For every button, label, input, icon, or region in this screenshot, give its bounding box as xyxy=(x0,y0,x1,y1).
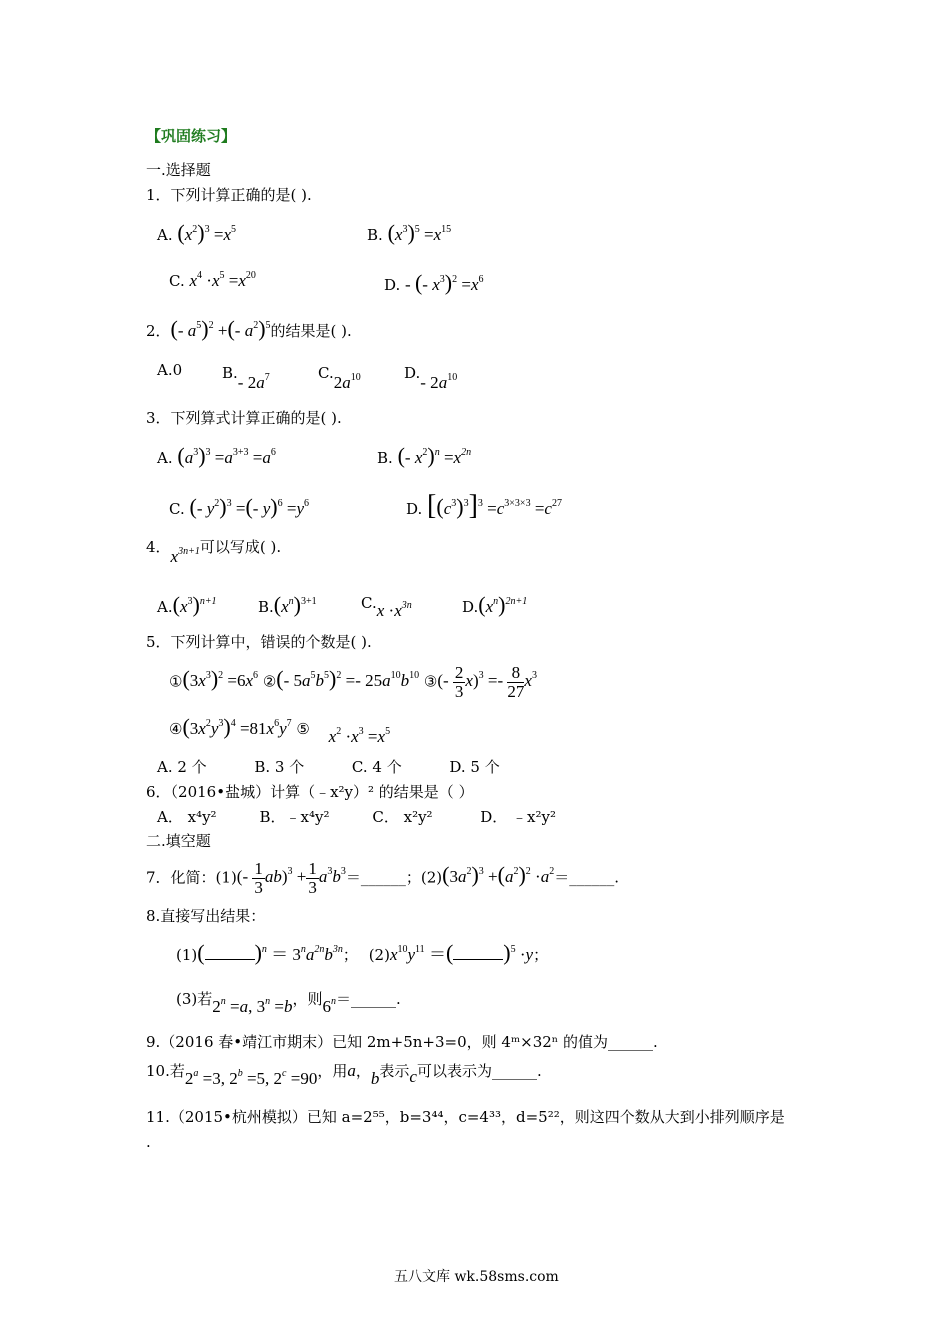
section-choice-title: 一.选择题 xyxy=(146,161,211,179)
footer-watermark: 五八文库 wk.58sms.com xyxy=(394,1269,559,1285)
q2-option-a: A.0 xyxy=(157,361,183,379)
q6-stem: 6．（2016•盐城）计算（﹣x²y）² 的结果是（ ） xyxy=(146,783,474,801)
q1-option-d: D. - (- $x^3)^2 =x^6$ xyxy=(384,270,484,295)
q1-stem: 1．下列计算正确的是( ). xyxy=(146,186,312,204)
q2-option-d: D.- $2a^{10}$ xyxy=(404,364,458,392)
q2-option-b: B.- $2a^7$ xyxy=(222,364,270,392)
q11-end: . xyxy=(146,1133,151,1151)
q5-options: A. 2 个 B. 3 个 C. 4 个 D. 5 个 xyxy=(157,758,500,776)
q3-stem: 3．下列算式计算正确的是( ). xyxy=(146,409,342,427)
option-label: B. xyxy=(367,226,383,244)
q3-option-d: D. $[(c^3)^3]^3 =c^{3\times 3\times 3} =c^{27}$ xyxy=(406,490,562,521)
option-label: A. xyxy=(157,226,173,244)
q1-option-a: A. $(x^2)^3 =x^5$ xyxy=(157,220,236,245)
q4-option-a: $A.(x^3)^{n+1}$ xyxy=(157,592,217,617)
q8-part3: (3)若2$^n$ =a, 3$^n$ =b，则$6^n=\_\_\_\_\_\_$. xyxy=(176,990,401,1016)
q4-option-c: $C.x \cdot x^{3n}$ xyxy=(361,594,412,620)
q2-stem: 2．(- $a^5)^2$ +(- $a^2)^5$的结果是( ). xyxy=(146,316,352,341)
q4-option-b: $B.(x^n)^{3+1}$ xyxy=(258,592,317,617)
q3-option-c: C. (- $y^2)^3$ =(- $y)^6 =y^6$ xyxy=(169,494,309,519)
section-fill-title: 二.填空题 xyxy=(146,832,211,850)
q3-option-b: B. (- $x^2)^n =x^{2n}$ xyxy=(377,443,472,468)
q5-line2: $④(3x^2y^3)^4 =81x^6y^7$ ⑤ $x^2 \cdot x^3 =x^5$ xyxy=(169,714,391,746)
q3-option-a: A. $(a^3)^3 =a^{3+3} =a^6$ xyxy=(157,443,276,468)
q4-option-d: $D.(x^n)^{2n+1}$ xyxy=(462,592,528,617)
q8-part1: (1)( )$^n = 3^na^{2n}b^{3n}$； $(2)x^{10}y^{11}$ ＝( )$^5$ ·y； xyxy=(176,940,549,965)
q1-option-b: B. $(x^3)^5 =x^{15}$ xyxy=(367,220,452,245)
q8-stem: 8.直接写出结果： xyxy=(146,907,266,925)
q2-option-c: $C.2a^{10}$ xyxy=(318,364,361,392)
q7: 7．化简：(1)(- $\frac{1}{3}$ ab)$^3$ + $\frac{1}{3}$ $a^3b^3=\_\_\_\_\_\_$；$(2)(3a^2)^3 +(a^2)^2$ $\cdot a^2=\_\_\_\_\_\_$. xyxy=(146,859,619,897)
practice-heading: 【巩固练习】 xyxy=(146,127,237,145)
option-label: C. xyxy=(169,272,185,290)
q1-option-c: C. $x^4 \cdot x^5 =x^{20}$ xyxy=(169,270,256,290)
q5-stem: 5．下列计算中，错误的个数是( ). xyxy=(146,633,372,651)
q11: 11.（2015•杭州模拟）已知 a=2⁵⁵，b=3⁴⁴，c=4³³，d=5²²，则这四个数从大到小排列顺序是 xyxy=(146,1108,785,1126)
q6-options: A． x⁴y² B．﹣x⁴y² C． x²y² D． ﹣x²y² xyxy=(157,808,557,826)
q4-stem: 4．$x^{3n+1}$可以写成( ). xyxy=(146,538,282,566)
option-label: D. xyxy=(384,276,401,294)
q9: 9.（2016 春•靖江市期末）已知 2m+5n+3=0，则 4ᵐ×32ⁿ 的值为______. xyxy=(146,1033,658,1051)
q5-line1: $①(3x^3)^2 =6x^6$ ②(- $5a^5b^5)^2 =- 25a^{10}b^{10}$ ③(- $\frac{2}{3}$ x)$^3$ =- $\frac{8}{27}$ $x^3$ xyxy=(169,663,537,701)
q10: 10.若2$^a$ =3, 2$^b$ =5, 2$^c$ =90，用a，b表示c可以表示为______. xyxy=(146,1061,542,1088)
